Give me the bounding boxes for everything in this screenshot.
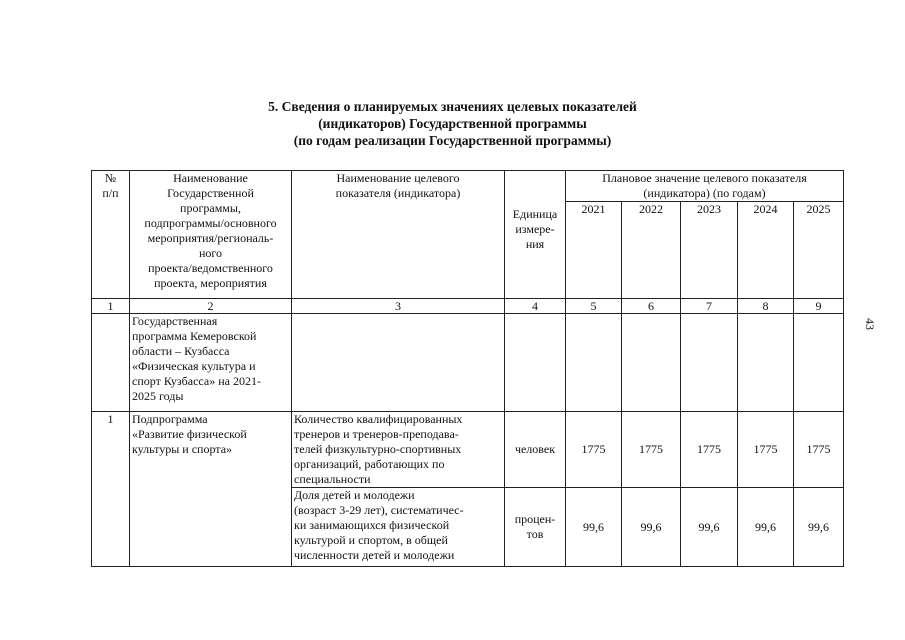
indicator-value-2021: 99,6 bbox=[566, 488, 622, 567]
column-number: 9 bbox=[794, 299, 844, 314]
column-number: 6 bbox=[622, 299, 681, 314]
empty-cell bbox=[622, 314, 681, 412]
indicator-name: Доля детей и молодежи (возраст 3-29 лет), систематичес- ки занимающихся физической культурой и спортом, в общей численности детей и молодежи bbox=[292, 488, 505, 567]
column-number: 4 bbox=[505, 299, 566, 314]
empty-cell bbox=[505, 314, 566, 412]
table-row-state-program bbox=[92, 314, 844, 412]
header-year-2022: 2022 bbox=[622, 202, 681, 299]
indicator-value-2024: 99,6 bbox=[738, 488, 794, 567]
column-number: 1 bbox=[92, 299, 130, 314]
empty-cell bbox=[738, 314, 794, 412]
column-number: 8 bbox=[738, 299, 794, 314]
indicator-value-2025: 99,6 bbox=[794, 488, 844, 567]
row-num: 1 bbox=[92, 412, 130, 567]
title-line: (по годам реализации Государственной программы) bbox=[293, 133, 612, 148]
column-number: 5 bbox=[566, 299, 622, 314]
header-year-2023: 2023 bbox=[681, 202, 738, 299]
column-number: 2 bbox=[130, 299, 292, 314]
indicator-value-2025: 1775 bbox=[794, 412, 844, 488]
empty-cell bbox=[566, 314, 622, 412]
indicators-table bbox=[91, 170, 844, 567]
row-program-name: Подпрограмма «Развитие физической культуры и спорта» bbox=[130, 412, 292, 567]
header-row bbox=[92, 171, 844, 202]
page-number: 43 bbox=[863, 318, 877, 330]
row-num bbox=[92, 314, 130, 412]
header-year-2025: 2025 bbox=[794, 202, 844, 299]
indicator-unit: человек bbox=[505, 412, 566, 488]
empty-cell bbox=[794, 314, 844, 412]
header-unit: Единица измере- ния bbox=[505, 171, 566, 299]
header-indicator-name: Наименование целевого показателя (индикатора) bbox=[292, 171, 505, 299]
header-program-name: Наименование Государственной программы, подпрограммы/основного мероприятия/региональ- ного проекта/ведомственного проекта, мероприятия bbox=[130, 171, 292, 299]
header-year-2024: 2024 bbox=[738, 202, 794, 299]
column-number-row bbox=[92, 299, 844, 314]
table-row-subprogram bbox=[92, 412, 844, 488]
title-line: (индикаторов) Государственной программы bbox=[318, 116, 587, 131]
indicator-name: Количество квалифицированных тренеров и тренеров-преподава- телей физкультурно-спортивных организаций, работающих по специальности bbox=[292, 412, 505, 488]
row-program-name: Государственная программа Кемеровской области – Кузбасса «Физическая культура и спорт Кузбасса» на 2021- 2025 годы bbox=[130, 314, 292, 412]
indicator-value-2022: 99,6 bbox=[622, 488, 681, 567]
empty-cell bbox=[681, 314, 738, 412]
indicator-value-2023: 1775 bbox=[681, 412, 738, 488]
header-year-2021: 2021 bbox=[566, 202, 622, 299]
indicator-value-2021: 1775 bbox=[566, 412, 622, 488]
document-title bbox=[0, 98, 905, 149]
indicator-unit: процен- тов bbox=[505, 488, 566, 567]
column-number: 7 bbox=[681, 299, 738, 314]
empty-cell bbox=[292, 314, 505, 412]
indicator-value-2024: 1775 bbox=[738, 412, 794, 488]
indicator-value-2022: 1775 bbox=[622, 412, 681, 488]
title-line: 5. Сведения о планируемых значениях целевых показателей bbox=[268, 99, 637, 114]
column-number: 3 bbox=[292, 299, 505, 314]
header-plan-value: Плановое значение целевого показателя (индикатора) (по годам) bbox=[566, 171, 844, 202]
indicator-value-2023: 99,6 bbox=[681, 488, 738, 567]
header-num: № п/п bbox=[92, 171, 130, 299]
